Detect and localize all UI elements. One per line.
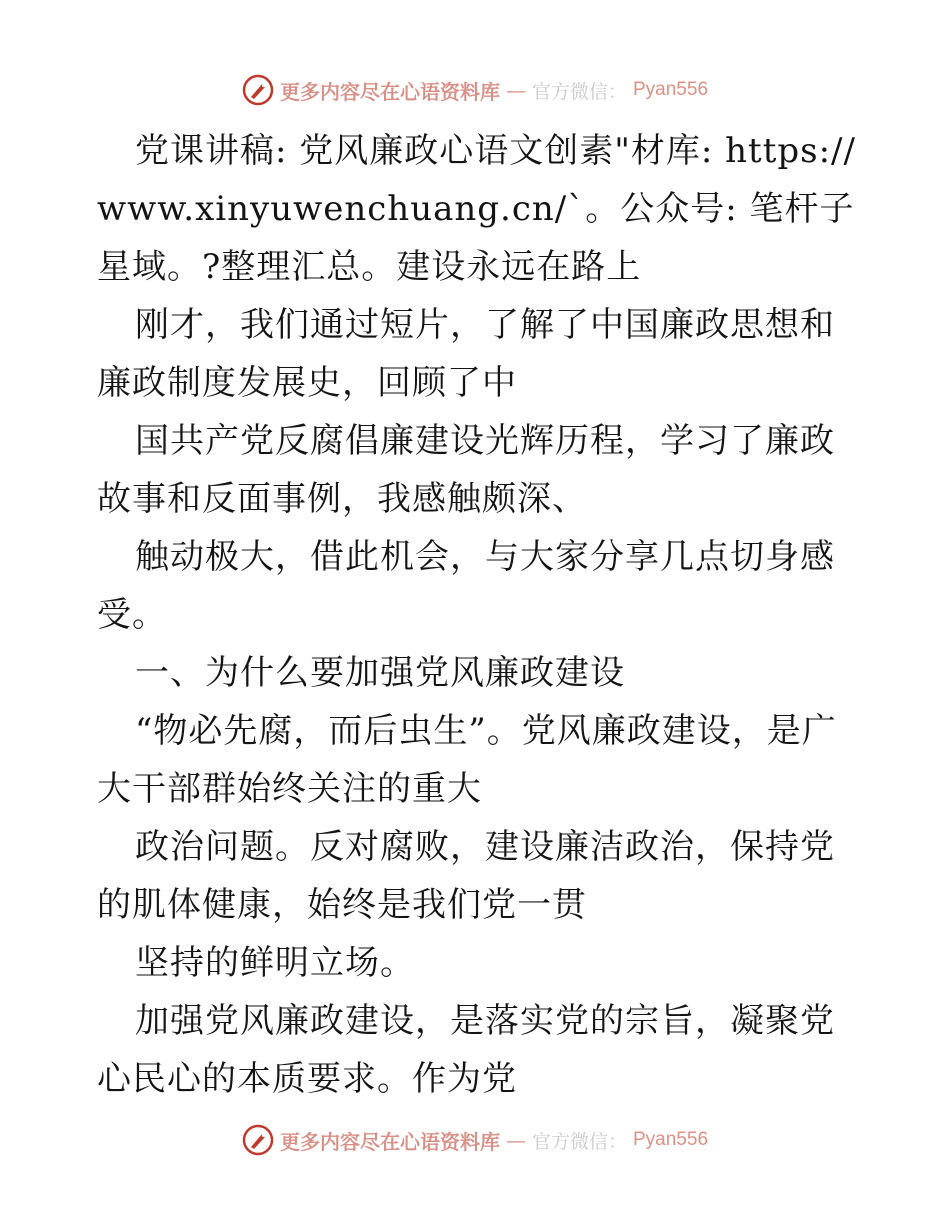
paragraph: 坚持的鲜明立场。 — [135, 943, 415, 983]
pen-nib-logo-icon — [242, 74, 274, 106]
paragraph-title: 党课讲稿: 党风廉政心语文创素"材库: https://www.xinyuwenchuang.cn/`。公众号: 笔杆子星域。?整理汇总。建设永远在路上 — [97, 131, 856, 287]
pen-nib-logo-icon — [242, 1124, 274, 1156]
paragraph: 政治问题。反对腐败，建设廉洁政治，保持党的肌体健康，始终是我们党一贯 — [97, 827, 835, 925]
watermark-main-text: 更多内容尽在心语资料库 — [279, 1129, 500, 1154]
paragraph: 国共产党反腐倡廉建设光辉历程，学习了廉政故事和反面事例，我感触颇深、 — [97, 421, 835, 519]
watermark-wechat-id: Pyan556 — [633, 1129, 709, 1150]
watermark-wechat-id: Pyan556 — [633, 79, 709, 100]
paragraph: 触动极大，借此机会，与大家分享几点切身感受。 — [97, 537, 835, 635]
paragraph: 刚才，我们通过短片，了解了中国廉政思想和廉政制度发展史，回顾了中 — [97, 305, 835, 403]
watermark-wechat-label: 官方微信： — [531, 80, 627, 103]
footer-watermark — [0, 1120, 950, 1160]
watermark-wechat-label: 官方微信： — [531, 1130, 627, 1153]
watermark-main-text: 更多内容尽在心语资料库 — [279, 79, 500, 104]
document-body — [97, 122, 857, 1108]
watermark-separator: — — [505, 1128, 526, 1152]
paragraph: “物必先腐，而后虫生”。党风廉政建设，是广大干部群始终关注的重大 — [97, 711, 837, 809]
paragraph: 加强党风廉政建设，是落实党的宗旨，凝聚党心民心的本质要求。作为党 — [97, 1001, 835, 1099]
section-heading: 一、为什么要加强党风廉政建设 — [135, 653, 625, 693]
header-watermark — [0, 70, 950, 110]
watermark-separator: — — [505, 78, 526, 102]
